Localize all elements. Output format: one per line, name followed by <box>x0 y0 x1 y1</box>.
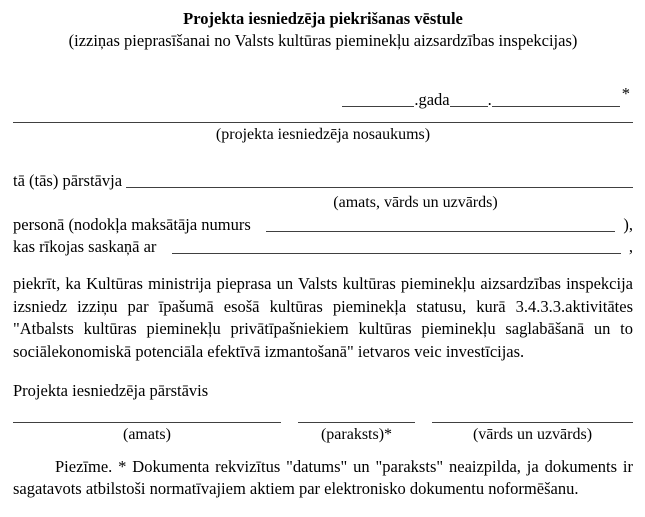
taxpayer-number-blank <box>266 231 616 232</box>
signatory-label: Projekta iesniedzēja pārstāvis <box>13 381 209 400</box>
signature-field-position <box>13 415 281 446</box>
signature-blank <box>298 415 415 423</box>
signature-row <box>13 415 633 446</box>
representative-row <box>13 170 633 192</box>
taxpayer-suffix: ), <box>623 215 633 234</box>
applicant-name-blank <box>13 110 633 123</box>
consent-paragraph: piekrīt, ka Kultūras ministrija pieprasa un Valsts kultūras pieminekļu aizsardzības inspekcija izsniedz izziņu par īpašumā esošā kultūras pieminekļa statusu, kurā 3.4.3.3.aktivitātes "Atbalsts kultūras pieminekļu privātīpašniekiem kultūras pieminekļu saglabāšanā un to sociālekonomiskā potenciāla efektīvā izmantošanā" ietvaros veic investīcijas. <box>13 274 633 361</box>
date-year-blank <box>342 93 414 107</box>
document-subtitle: (izziņas pieprasīšanai no Valsts kultūras pieminekļu aizsardzības inspekcijas) <box>68 31 578 50</box>
date-separator-dot: . <box>487 90 492 109</box>
name-blank <box>432 415 633 423</box>
date-asterisk: * <box>621 84 630 103</box>
date-gada-label: .gada <box>414 90 450 109</box>
name-caption: (vārds un uzvārds) <box>472 426 593 443</box>
acting-basis-prefix: kas rīkojas saskaņā ar <box>13 237 157 256</box>
position-caption: (amats) <box>123 426 171 443</box>
applicant-name-caption: (projekta iesniedzēja nosaukums) <box>215 126 431 143</box>
representative-prefix: tā (tās) pārstāvja <box>13 171 127 190</box>
document-title: Projekta iesniedzēja piekrišanas vēstule <box>183 9 463 28</box>
acting-basis-row <box>13 236 633 258</box>
signature-field-name <box>432 415 633 446</box>
signature-field-signature <box>298 415 415 446</box>
acting-basis-suffix: , <box>628 237 633 256</box>
date-line <box>13 84 633 110</box>
taxpayer-prefix: personā (nodokļa maksātāja numurs <box>13 215 251 234</box>
representative-blank <box>126 187 633 188</box>
position-blank <box>13 415 281 423</box>
footnote: Piezīme. * Dokumenta rekvizītus "datums" un "paraksts" neaizpilda, ja dokuments ir sagatavots atbilstoši normatīvajiem aktiem par elektronisko dokumentu noformēšanu. <box>13 457 633 498</box>
acting-basis-blank <box>172 253 620 254</box>
signature-caption: (paraksts)* <box>320 426 393 443</box>
representative-caption: (amats, vārds un uzvārds) <box>333 194 498 211</box>
date-month-blank <box>492 93 620 107</box>
date-day-blank <box>450 93 488 107</box>
taxpayer-row <box>13 214 633 236</box>
